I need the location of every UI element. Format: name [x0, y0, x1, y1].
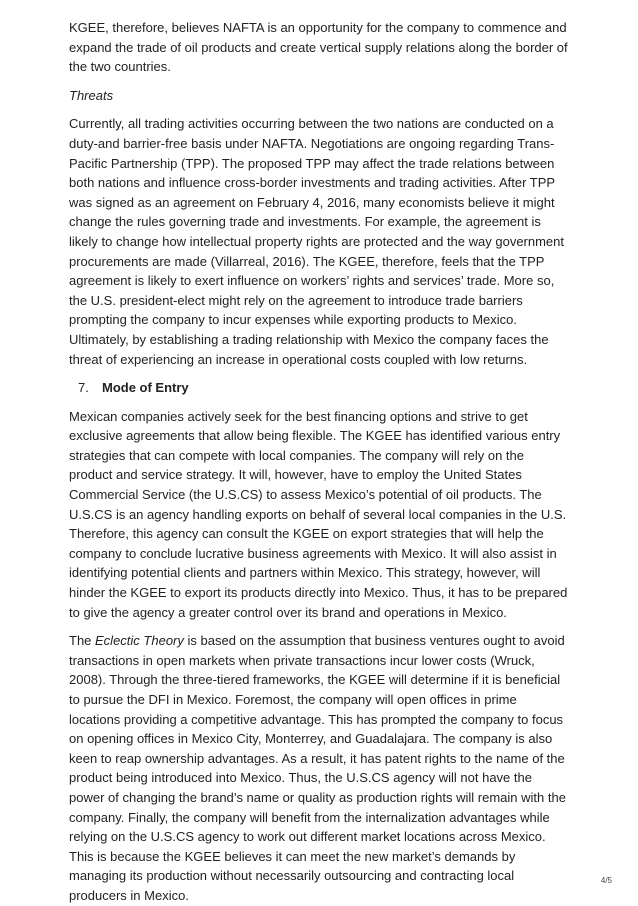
eclectic-theory-paragraph — [69, 631, 569, 905]
intro-paragraph: KGEE, therefore, believes NAFTA is an opportunity for the company to commence and expand the trade of oil products and create vertical supply relations along the border of the two countries. — [69, 20, 568, 75]
threats-paragraph: Currently, all trading activities occurring between the two nations are conducted on a duty-and barrier-free basis under NAFTA. Negotiations are ongoing regarding Trans-Pacific Partnership (TPP). The proposed TPP may affect the trade relations between both nations and influence cross-border investments and trading activities. After TPP was signed as an agreement on February 4, 2016, many economists believe it might change the rules governing trade and investments. For example, the agreement is likely to change how intellectual property rights are protected and the way government procurements are made (Villarreal, 2016). The KGEE, therefore, feels that the TPP agreement is likely to exert influence on workers’ rights and services’ trade. More so, the U.S. president-elect might rely on the agreement to introduce trade barriers prompting the company to incur expenses while exporting products to Mexico. Ultimately, by establishing a trading relationship with Mexico the company faces the threat of experiencing an increase in operational costs coupled with low returns. — [69, 116, 565, 367]
eclectic-theory-term: Eclectic Theory — [95, 633, 184, 649]
eclectic-prefix: The — [69, 633, 96, 649]
mode-of-entry-paragraph: Mexican companies actively seek for the best financing options and strive to get exclusive agreements that allow being flexible. The KGEE has identified various entry strategies that can compete with local companies. The company will rely on the product and service strategy. It will, however, have to employ the United States Commercial Service (the U.S.CS) to assess Mexico’s potential of oil products. The U.S.CS is an agency handling exports on behalf of several local companies in the U.S. Therefore, this agency can consult the KGEE on export strategies that will help the company to conclude lucrative business agreements with Mexico. It will also assist in identifying potential clients and partners within Mexico. This strategy, however, will hinder the KGEE to export its products directly into Mexico. Thus, it has to be prepared to give the agency a greater control over its brand and operations in Mexico. — [69, 408, 568, 620]
eclectic-rest: is based on the assumption that business ventures ought to avoid transactions in open markets when private transactions incur lower costs (Wruck, 2008). Through the three-tiered frameworks, the KGEE will determine if it is beneficial to pursue the DFI in Mexico. Foremost, the company will open offices in prime locations providing a competitive advantage. This has prompted the company to focus on opening offices in Mexico City, Monterrey, and Guadalajara. The company is also keen to reap ownership advantages. As a result, it has patent rights to the name of the product being introduced into Mexico. Thus, the U.S.CS agency will not have the power of changing the brand’s name or quality as production rights will remain with the company. Finally, the company will benefit from the internalization advantages while relying on the U.S.CS agency to work out different market locations across Mexico. This is because the KGEE believes it can meet the new market’s demands by managing its production without necessarily outsourcing and contracting local producers in Mexico. — [69, 633, 566, 903]
document-page — [69, 18, 569, 906]
section-number: 7. — [78, 380, 89, 396]
page-number: 4/5 — [600, 876, 612, 885]
section-heading — [69, 378, 569, 398]
threats-heading: Threats — [69, 87, 114, 103]
section-title: Mode of Entry — [102, 380, 189, 396]
